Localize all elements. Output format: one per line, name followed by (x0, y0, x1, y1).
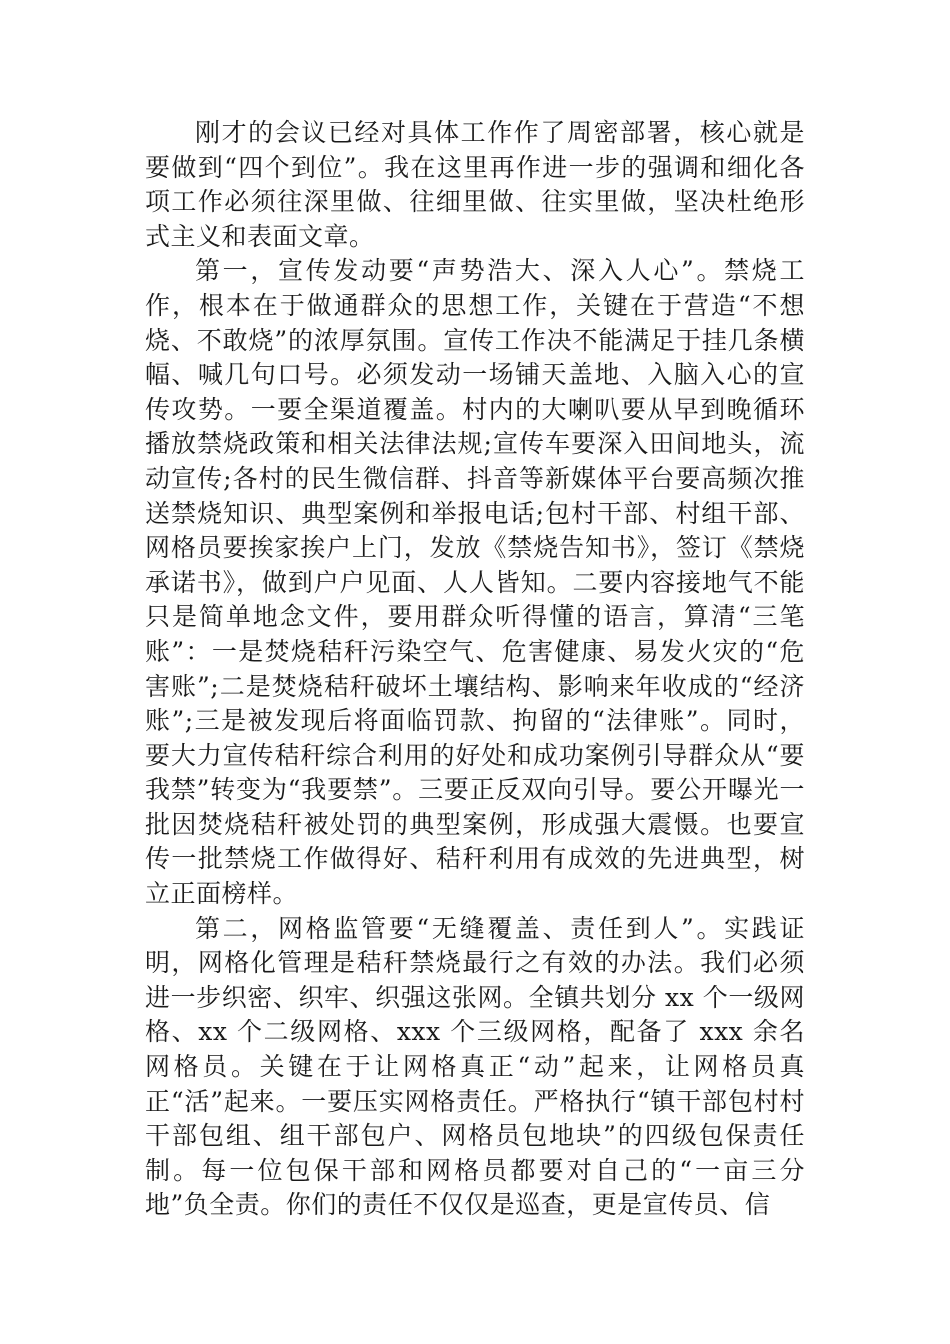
paragraph-opening: 刚才的会议已经对具体工作作了周密部署，核心就是要做到“四个到位”。我在这里再作进一步的强调和细化各项工作必须往深里做、往细里做、往实里做，坚决杜绝形式主义和表面文章。 (145, 118, 805, 251)
paragraph-first-publicity: 第一，宣传发动要“声势浩大、深入人心”。禁烧工作，根本在于做通群众的思想工作，关键在于营造“不想烧、不敢烧”的浓厚氛围。宣传工作决不能满足于挂几条横幅、喊几句口号。必须发动一场铺天盖地、入脑入心的宣传攻势。一要全渠道覆盖。村内的大喇叭要从早到晚循环播放禁烧政策和相关法律法规;宣传车要深入田间地头，流动宣传;各村的民生微信群、抖音等新媒体平台要高频次推送禁烧知识、典型案例和举报电话;包村干部、村组干部、网格员要挨家挨户上门，发放《禁烧告知书》，签订《禁烧承诺书》，做到户户见面、人人皆知。二要内容接地气不能只是简单地念文件，要用群众听得懂的语言，算清“三笔账”：一是焚烧秸秆污染空气、危害健康、易发火灾的“危害账”;二是焚烧秸秆破坏土壤结构、影响来年收成的“经济账”;三是被发现后将面临罚款、拘留的“法律账”。同时，要大力宣传秸秆综合利用的好处和成功案例引导群众从“要我禁”转变为“我要禁”。三要正反双向引导。要公开曝光一批因焚烧秸秆被处罚的典型案例，形成强大震慑。也要宣传一批禁烧工作做得好、秸秆利用有成效的先进典型，树立正面榜样。 (145, 256, 805, 909)
paragraph-second-grid-supervision: 第二，网格监管要“无缝覆盖、责任到人”。实践证明，网格化管理是秸秆禁烧最行之有效的办法。我们必须进一步织密、织牢、织强这张网。全镇共划分 xx 个一级网格、xx 个二级网格、xxx 个三级网格，配备了 xxx 余名网格员。关键在于让网格真正“动”起来，让网格员真正“活”起来。一要压实网格责任。严格执行“镇干部包村村干部包组、组干部包户、网格员包地块”的四级包保责任制。每一位包保干部和网格员都要对自己的“一亩三分地”负全责。你们的责任不仅仅是巡查，更是宣传员、信 (145, 913, 805, 1220)
document-body (145, 116, 805, 1223)
